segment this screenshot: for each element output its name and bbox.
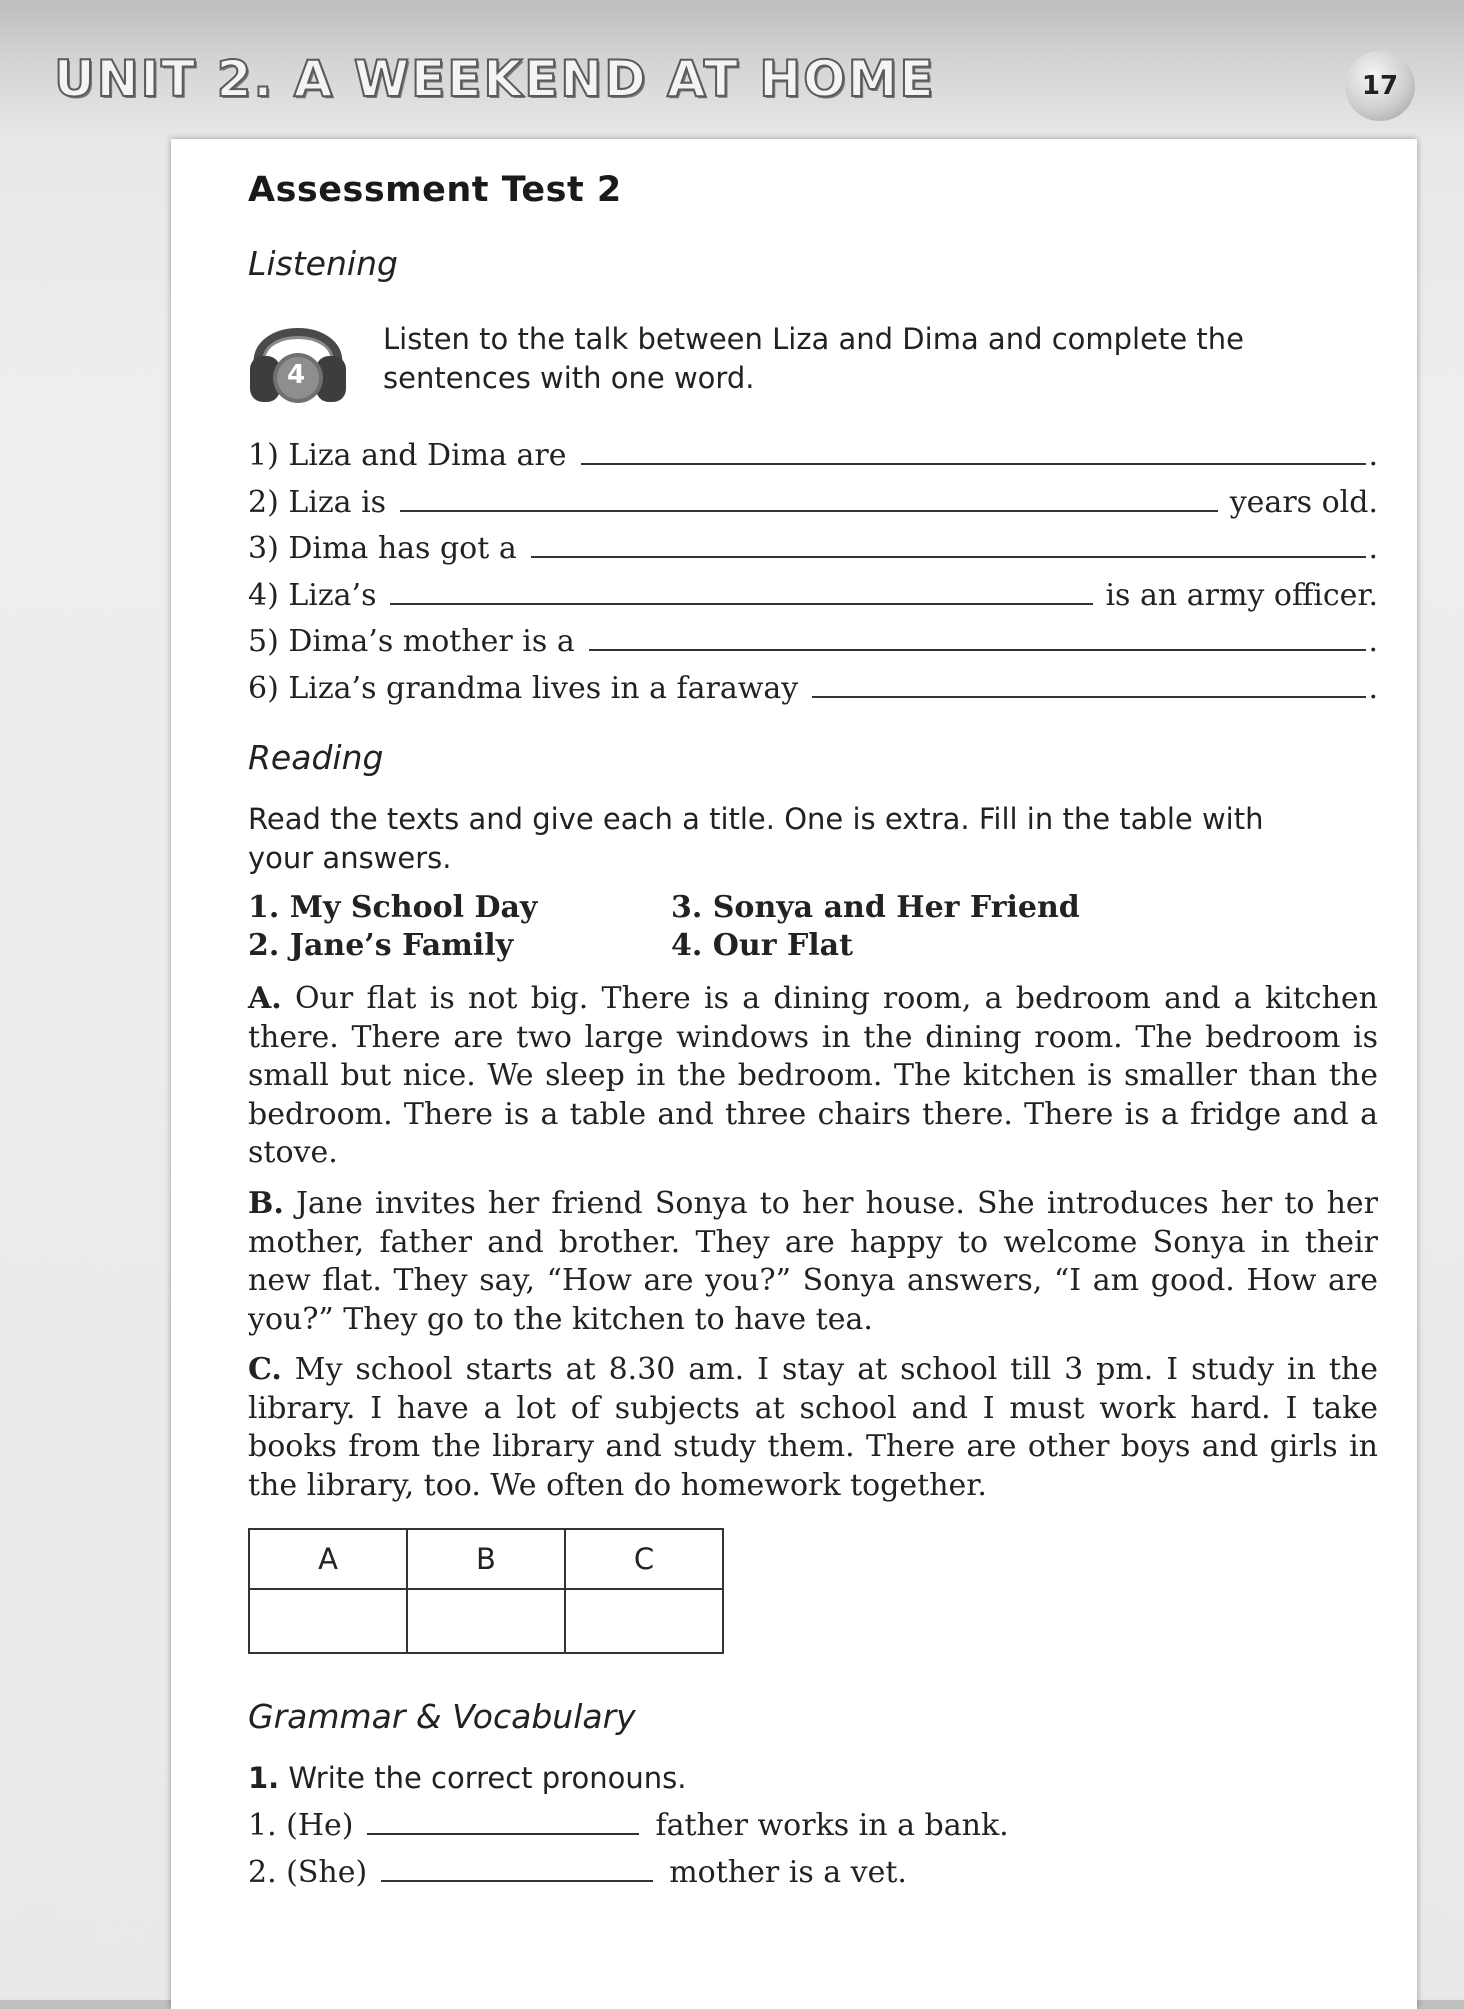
title-option-3: 3. Sonya and Her Friend [671,890,1080,925]
listening-item-1: 1) Liza and Dima are . [248,438,1378,473]
answer-cell-a[interactable] [249,1589,407,1653]
unit-header: UNIT 2. A WEEKEND AT HOME [54,50,936,108]
answer-blank[interactable] [400,509,1218,512]
answer-blank[interactable] [531,555,1367,558]
listening-item-2: 2) Liza is years old. [248,485,1378,520]
answer-blank[interactable] [381,1879,653,1882]
reading-text-c: C. My school starts at 8.30 am. I stay at school till 3 pm. I study in the library. I have a lot of subjects at school and I must work hard. I take books from the library and study them. There are other boys and girls in the library, too. We often do homework together. [248,1352,1378,1503]
answer-blank[interactable] [812,695,1366,698]
answer-blank[interactable] [390,602,1093,605]
answer-cell-c[interactable] [565,1589,723,1653]
answer-blank[interactable] [589,648,1367,651]
reading-text-b: B. Jane invites her friend Sonya to her house. She introduces her to her mother, father and brother. They are happy to welcome Sonya in their new flat. They say, “How are you?” Sonya answers, “I am good. How are you?” They go to the kitchen to have tea. [248,1186,1379,1337]
listening-item-4: 4) Liza’s is an army officer. [248,578,1378,613]
test-title: Assessment Test 2 [248,170,622,210]
reading-answer-table [248,1528,724,1654]
title-option-2: 2. Jane’s Family [248,928,514,963]
grammar-heading: Grammar & Vocabulary [248,1697,636,1736]
reading-text-a: A. Our flat is not big. There is a dining room, a bedroom and a kitchen there. There are two large windows in the dining room. The bedroom is small but nice. We sleep in the bedroom. The kitchen is smaller than the bedroom. There is a table and three chairs there. There is a fridge and a stove. [248,981,1378,1170]
listening-instruction-line1: Listen to the talk between Liza and Dima and complete the [383,322,1244,356]
answer-cell-b[interactable] [407,1589,565,1653]
grammar-task: 1. Write the correct pronouns. [248,1761,687,1795]
table-header-b: B [407,1529,565,1589]
listening-item-5: 5) Dima’s mother is a . [248,624,1378,659]
listening-heading: Listening [248,244,398,283]
reading-instruction-line1: Read the texts and give each a title. One is extra. Fill in the table with [248,802,1264,836]
track-number: 4 [287,360,306,390]
headphones-icon [244,302,352,408]
table-header-a: A [249,1529,407,1589]
title-option-1: 1. My School Day [248,890,538,925]
listening-item-6: 6) Liza’s grandma lives in a faraway . [248,671,1378,706]
grammar-item-2: 2. (She) mother is a vet. [248,1855,907,1890]
reading-heading: Reading [248,738,384,777]
grammar-item-1: 1. (He) father works in a bank. [248,1808,1009,1843]
title-option-4: 4. Our Flat [671,928,853,963]
listening-item-3: 3) Dima has got a . [248,531,1378,566]
answer-blank[interactable] [581,462,1367,465]
answer-blank[interactable] [367,1832,639,1835]
listening-instruction-line2: sentences with one word. [383,361,755,395]
page-number-badge: 17 [1345,51,1415,121]
table-header-c: C [565,1529,723,1589]
reading-instruction-line2: your answers. [248,841,452,875]
